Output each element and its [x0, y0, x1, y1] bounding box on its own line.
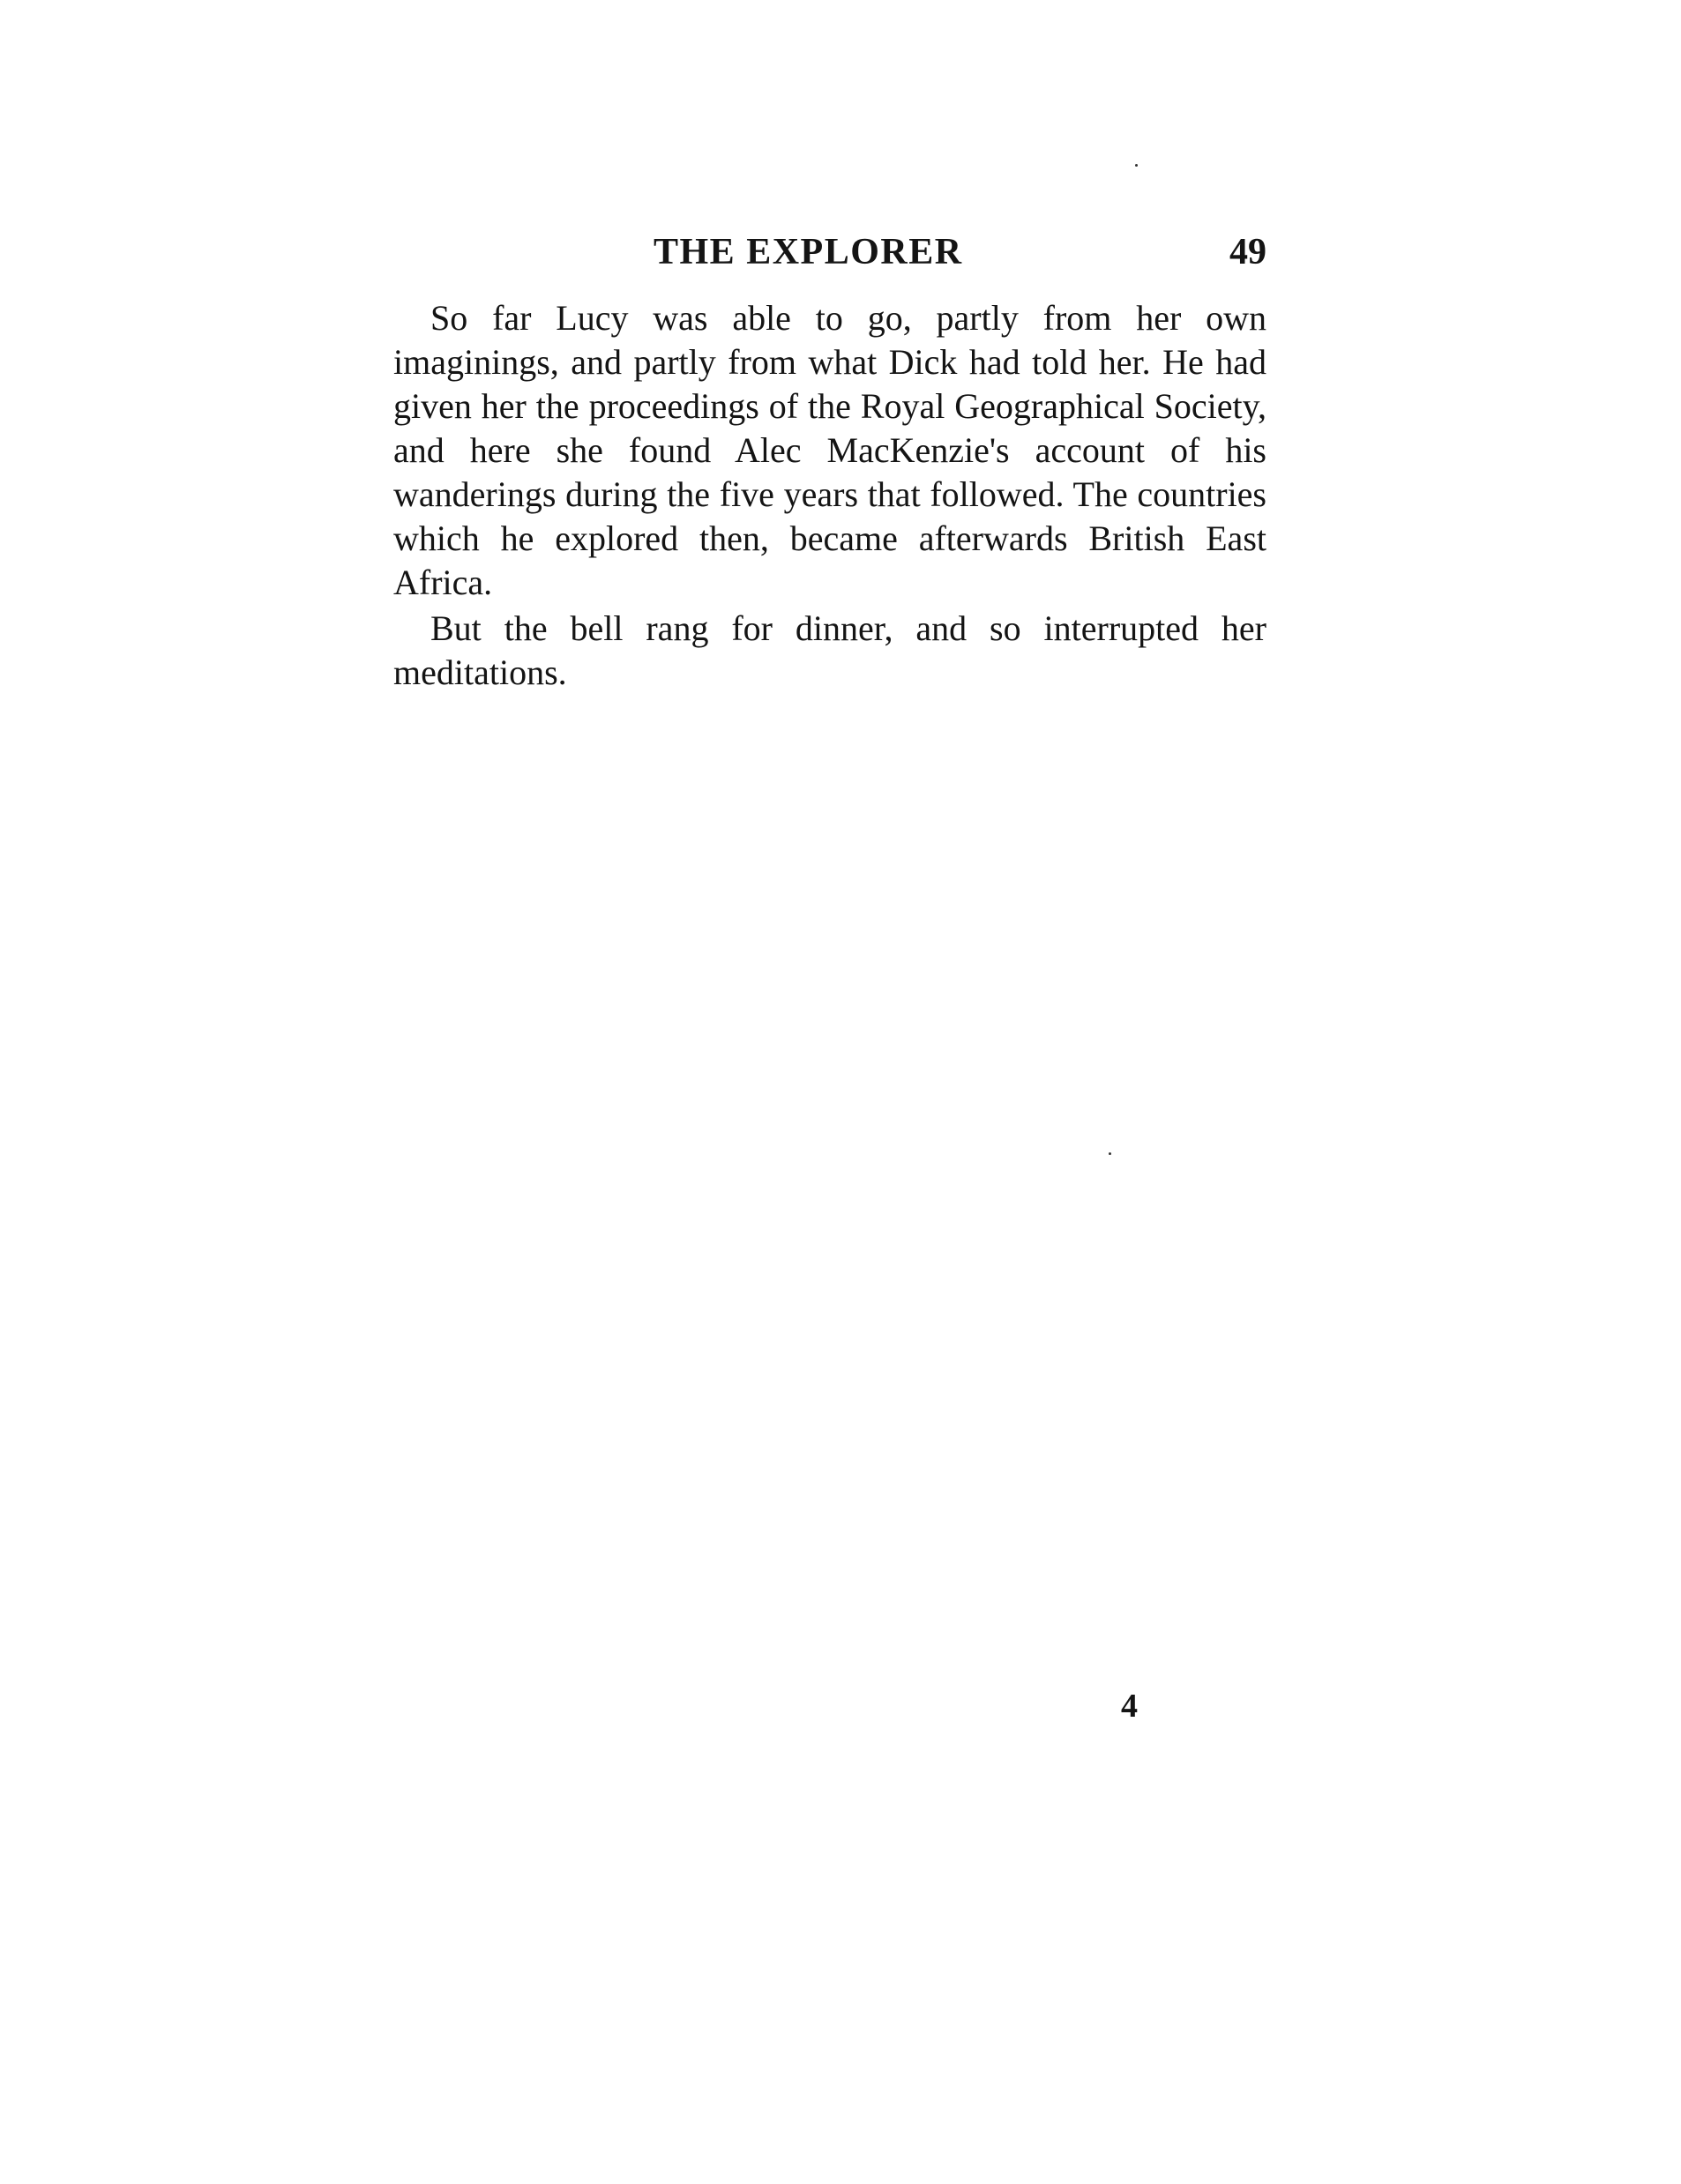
signature-mark: 4: [1121, 1688, 1138, 1725]
print-speck: [1109, 1152, 1111, 1155]
page-number: 49: [1229, 232, 1266, 272]
print-speck: [1135, 164, 1138, 167]
paragraph: But the bell rang for dinner, and so interrupted her meditations.: [393, 608, 1266, 692]
running-title: THE EXPLORER: [654, 232, 963, 272]
running-head: [393, 226, 1266, 279]
paragraph: So far Lucy was able to go, partly from her own imaginings, and partly from what Dick had told her. He had given her the proceedings of the Royal Geographical Society, and here she found Alec MacKenzie's account of his wanderings during the five years that followed. The countries which he explored then, became afterwards British East Africa.: [393, 298, 1266, 602]
body-text: [393, 296, 1266, 697]
